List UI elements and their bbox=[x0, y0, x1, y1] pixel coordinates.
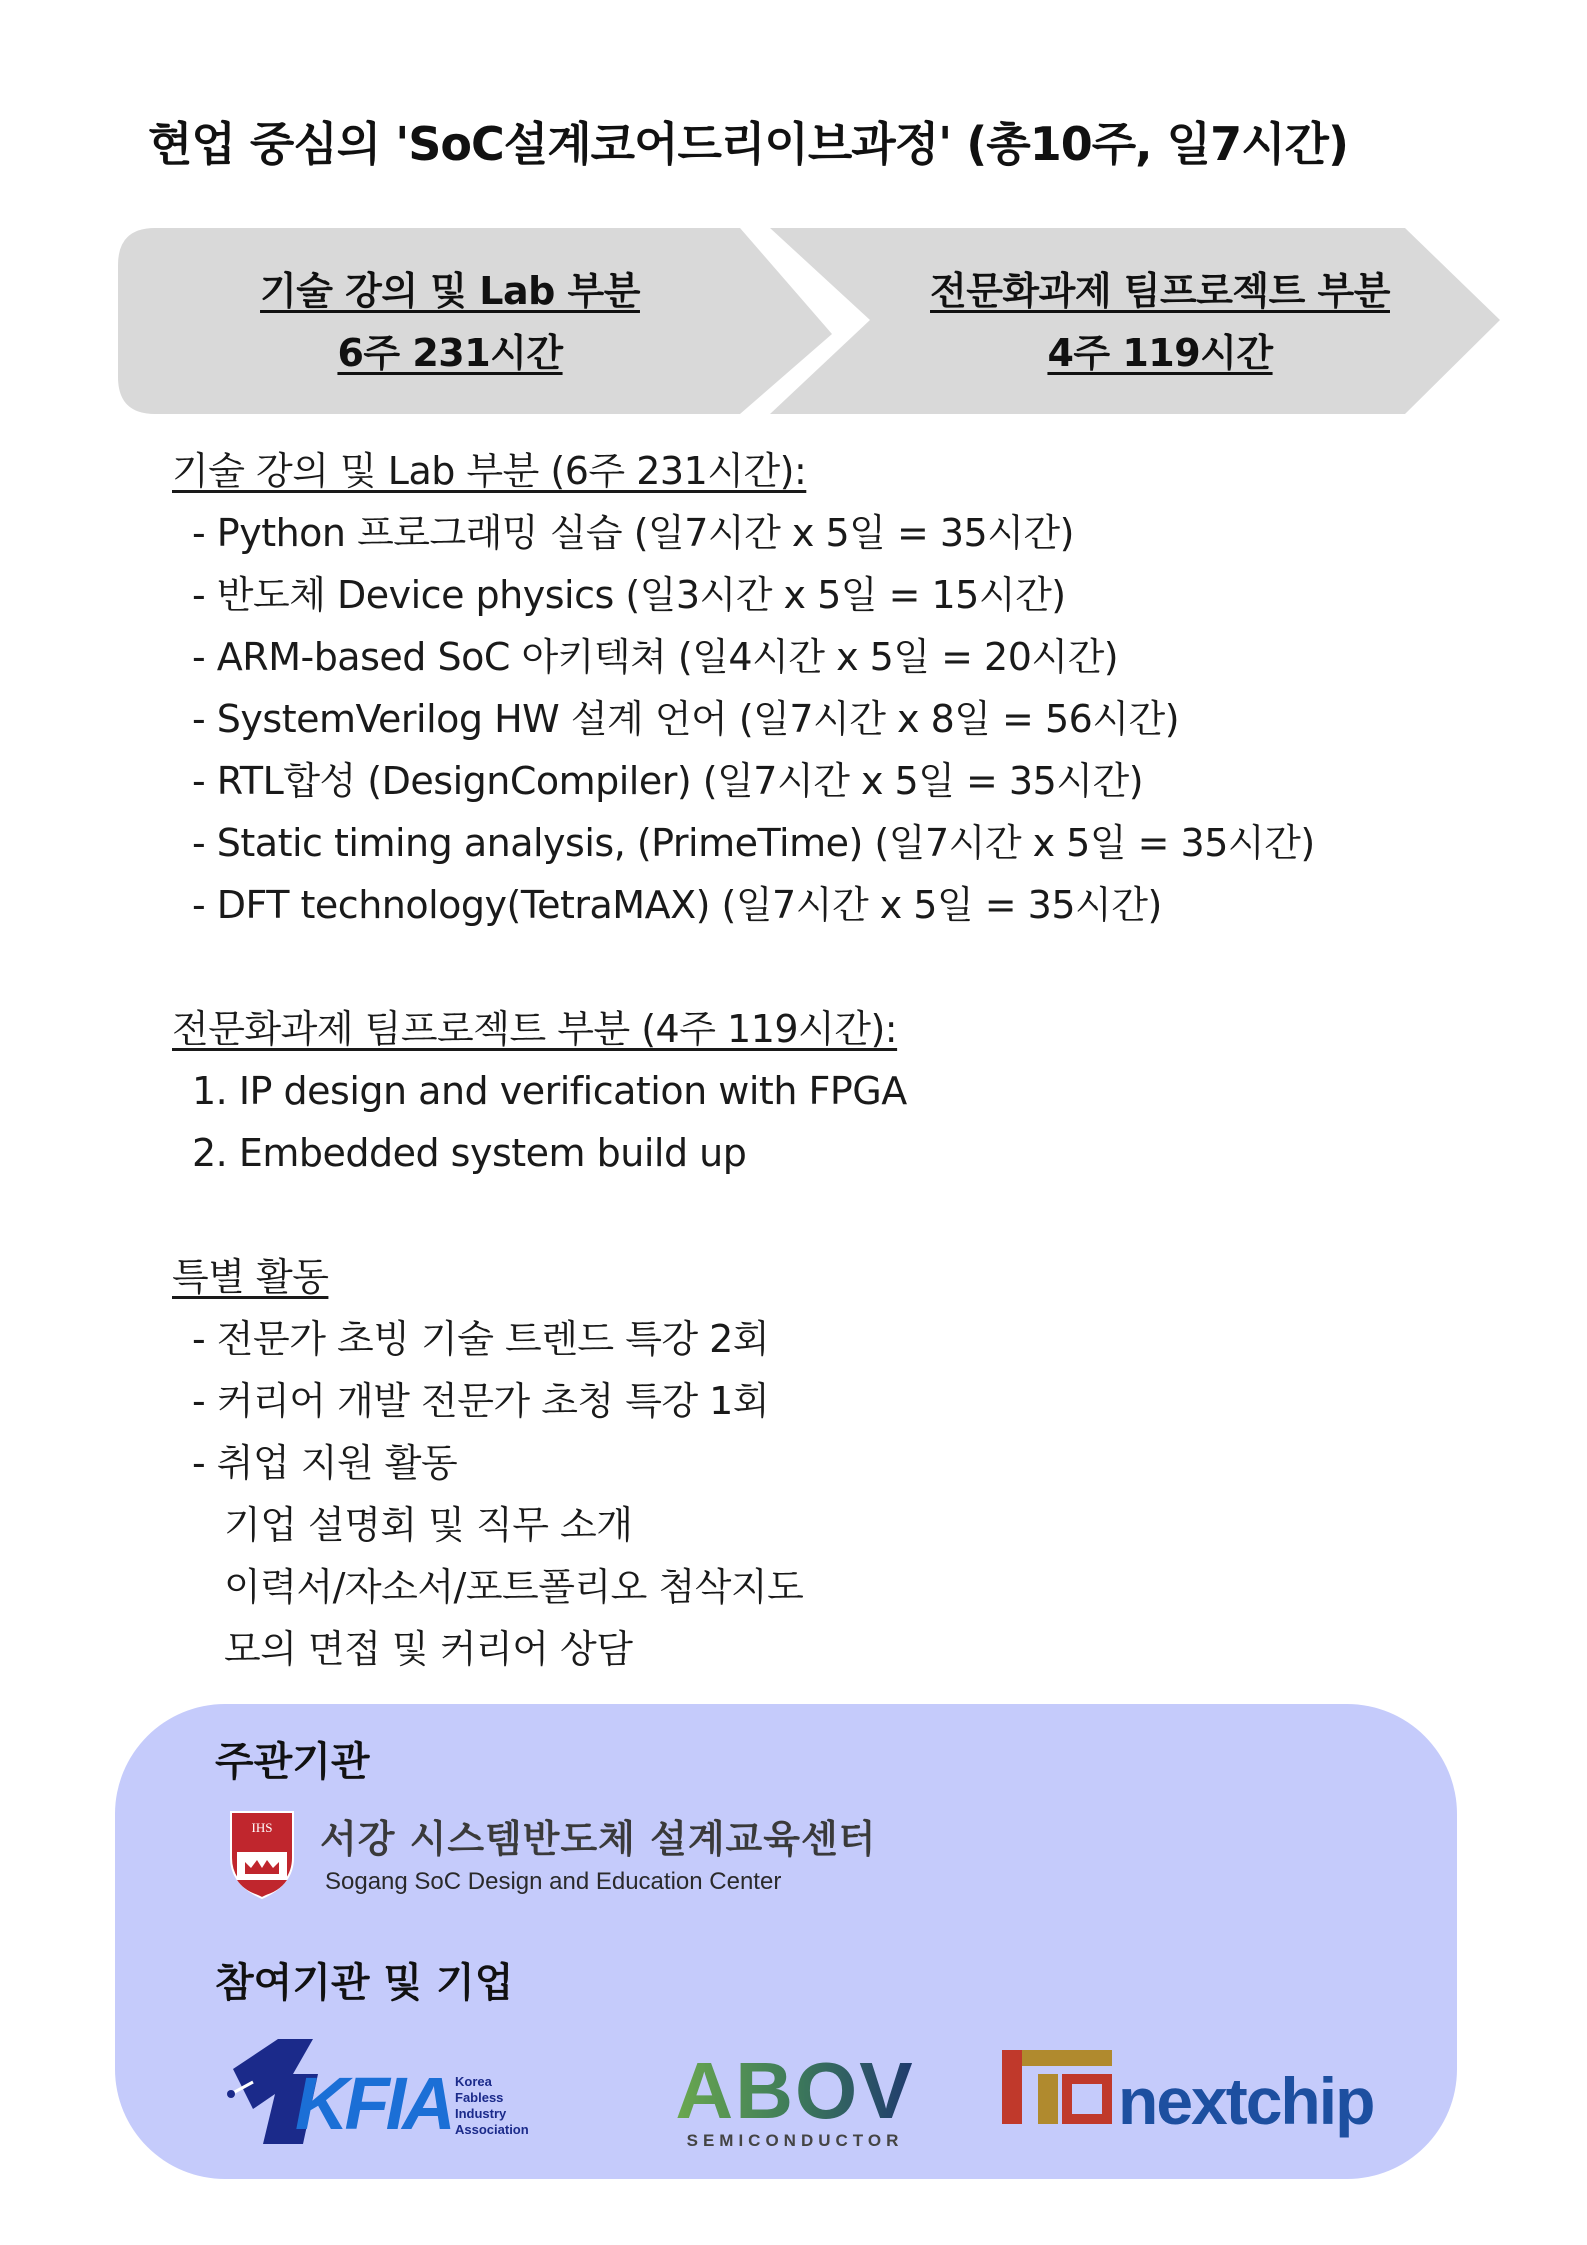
lecture-item: - RTL합성 (DesignCompiler) (일7시간 x 5일 = 35시간) bbox=[192, 759, 1144, 803]
chevron-lecture-duration: 6주 231시간 bbox=[337, 331, 563, 375]
kfia-line: Korea bbox=[455, 2074, 492, 2089]
special-item: - 전문가 초빙 기술 트렌드 특강 2회 bbox=[192, 1317, 770, 1361]
lecture-heading: 기술 강의 및 Lab 부분 (6주 231시간): bbox=[172, 449, 807, 493]
project-item: 1. IP design and verification with FPGA bbox=[192, 1069, 907, 1113]
curriculum-content bbox=[172, 440, 1472, 1680]
abov-sub-text: SEMICONDUCTOR bbox=[686, 2131, 904, 2150]
project-item: 2. Embedded system build up bbox=[192, 1131, 747, 1175]
nextchip-mark bbox=[1002, 2050, 1022, 2124]
lecture-item: - Static timing analysis, (PrimeTime) (일7시간 x 5일 = 35시간) bbox=[192, 821, 1315, 865]
lecture-item: - Python 프로그래밍 실습 (일7시간 x 5일 = 35시간) bbox=[192, 511, 1074, 555]
sogang-logo-text: IHS bbox=[251, 1820, 273, 1835]
organizer-name-en: Sogang SoC Design and Education Center bbox=[325, 1868, 782, 1895]
lecture-item: - ARM-based SoC 아키텍쳐 (일4시간 x 5일 = 20시간) bbox=[192, 635, 1119, 679]
kfia-line: Association bbox=[455, 2122, 529, 2137]
organizer-panel bbox=[115, 1704, 1457, 2179]
kfia-logo-text: KFIA bbox=[295, 2062, 452, 2145]
chevron-project-text bbox=[850, 260, 1470, 384]
sogang-shield-icon bbox=[227, 1808, 297, 1900]
lecture-item: - 반도체 Device physics (일3시간 x 5일 = 15시간) bbox=[192, 573, 1066, 617]
abov-logo bbox=[645, 2052, 945, 2152]
project-heading: 전문화과제 팀프로젝트 부분 (4주 119시간): bbox=[172, 1007, 898, 1051]
abov-logo-text: ABOV bbox=[675, 2052, 915, 2135]
special-item: - 취업 지원 활동 bbox=[192, 1441, 458, 1485]
organizer-heading: 주관기관 bbox=[215, 1739, 370, 1785]
special-subitem: 이력서/자소서/포트폴리오 첨삭지도 bbox=[224, 1565, 804, 1609]
special-subitem: 모의 면접 및 커리어 상담 bbox=[224, 1627, 633, 1671]
organizer-name: 서강 시스템반도체 설계교육센터 bbox=[320, 1817, 877, 1861]
special-heading: 특별 활동 bbox=[172, 1255, 329, 1299]
chevron-project-duration: 4주 119시간 bbox=[1047, 331, 1273, 375]
kfia-line: Industry bbox=[455, 2106, 507, 2121]
special-item: - 커리어 개발 전문가 초청 특강 1회 bbox=[192, 1379, 770, 1423]
kfia-line: Fabless bbox=[455, 2090, 504, 2105]
page-title: 현업 중심의 'SoC설계코어드리이브과정' (총10주, 일7시간) bbox=[148, 117, 1348, 171]
special-subitem: 기업 설명회 및 직무 소개 bbox=[224, 1503, 633, 1547]
chevron-lecture-text bbox=[140, 260, 760, 384]
lecture-item: - SystemVerilog HW 설계 언어 (일7시간 x 8일 = 56시간) bbox=[192, 697, 1180, 741]
partners-heading: 참여기관 및 기업 bbox=[215, 1960, 514, 2006]
nextchip-logo-text: nextchip bbox=[1118, 2064, 1374, 2138]
chevron-lecture-title: 기술 강의 및 Lab 부분 bbox=[260, 269, 640, 313]
chevron-project-title: 전문화과제 팀프로젝트 부분 bbox=[930, 269, 1390, 313]
kfia-logo bbox=[223, 2034, 553, 2149]
lecture-item: - DFT technology(TetraMAX) (일7시간 x 5일 = 35시간) bbox=[192, 883, 1162, 927]
nextchip-logo bbox=[1000, 2042, 1380, 2142]
